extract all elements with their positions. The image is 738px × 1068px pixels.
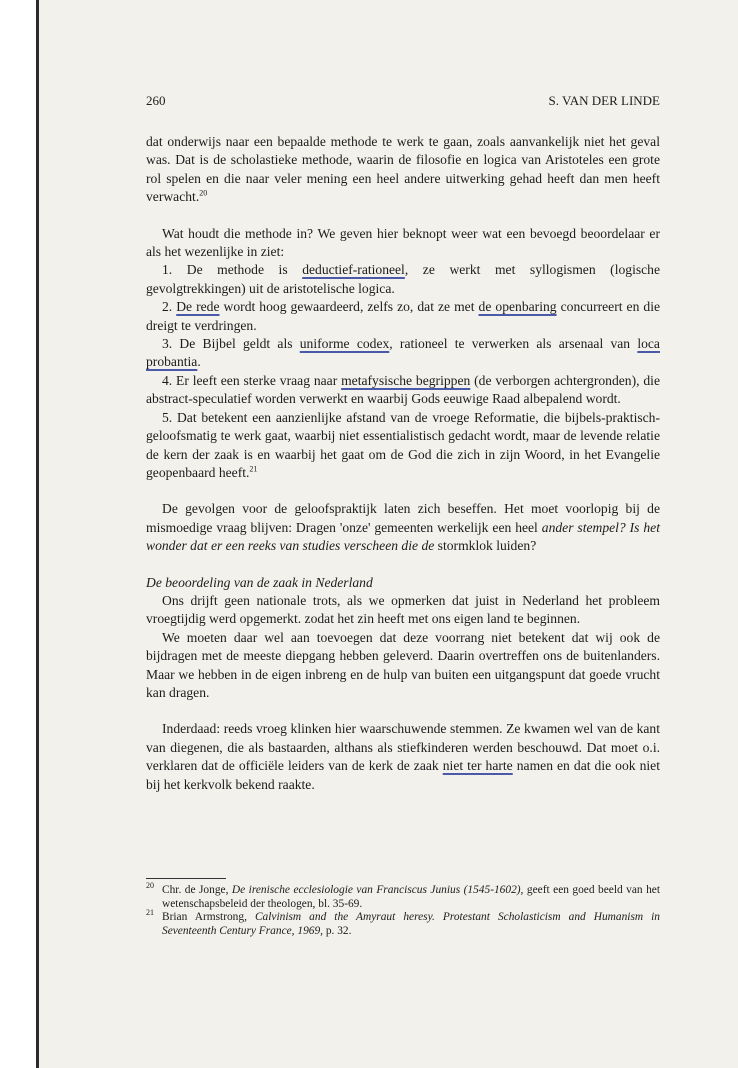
footnote-divider [146,878,226,879]
page-body [146,133,660,794]
paragraph: De gevolgen voor de geloofspraktijk laten zich beseffen. Het moet voorlopig bij de mismoedige vraag blijven: Dragen 'onze' gemeenten werkelijk een heel ander stempel? Is het wonder dat er een reeks van studies verscheen die de stormklok luiden? [146,501,660,554]
list-item: 1. De methode is deductief-rationeel, ze werkt met syllogismen (logische gevolgtrekkingen) uit de aristotelische logica. [146,262,661,296]
paragraph: Wat houdt die methode in? We geven hier beknopt weer wat een bevoegd beoordelaar er als het wezenlijke in ziet: [146,225,660,260]
page-number: 260 [146,93,166,108]
paragraph: dat onderwijs naar een bepaalde methode te werk te gaan, zoals aanvankelijk niet het geval was. Dat is de scholastieke methode, waarin de filosofie en logica van Aristoteles een grote rol spelen en die naar veler mening een heel andere uitwerking gehad heeft dan men heeft verwacht.$^{20}$ [146,134,660,205]
underlined-text: uniforme codex [299,336,390,352]
list-item: 3. De Bijbel geldt als uniforme codex, rationeel te verwerken als arsenaal van loca probantia. [146,336,660,370]
footnotes [146,881,661,938]
list-item: 5. Dat betekent een aanzienlijke afstand van de vroege Reformatie, die bijbels-praktisch-geloofsmatig te werk gaat, waarbij niet essentialistisch gedacht wordt, maar de levende relatie de kern der zaak is en waarbij het gaat om de God die zich in zijn Woord, in het Evangelie geopenbaard heeft.$^{21}$ [146,409,660,480]
footnote: 21 Brian Armstrong, Calvinism and the Amyraut heresy. Protestant Scholasticism and Humanism in Seventeenth Century France, 1969, p. 32. [146,908,660,937]
footnote-ref[interactable]: 21 [249,464,258,474]
paragraph: We moeten daar wel aan toevoegen dat deze voorrang niet betekent dat wij ook de bijdragen met de meeste diepgang hebben geleverd. Daarin overtreffen ons de buitenlanders. Maar we hebben in de eigen inbreng en de hulp van buiten een uitgangspunt dat goede vrucht kan dragen. [146,629,660,700]
underlined-text: loca probantia [146,336,660,370]
footnote-ref[interactable]: 20 [199,188,208,198]
underlined-text: De rede [176,299,220,315]
running-title: S. VAN DER LINDE [548,93,660,108]
list-item: 4. Er leeft een sterke vraag naar metafysische begrippen (de verborgen achtergronden), die abstract-speculatief worden verwerkt en waarbij Gods eeuwige Raad albepalend wordt. [146,372,660,407]
paragraph: Inderdaad: reeds vroeg klinken hier waarschuwende stemmen. Ze kwamen wel van de kant van diegenen, die als bastaarden, althans als stiefkinderen werden beschouwd. Dat moet o.i. verklaren dat de officiële leiders van de kerk de zaak niet ter harte namen en dat die ook niet bij het kerkvolk bekend raakte. [146,721,660,792]
list-item: 2. De rede wordt hoog gewaardeerd, zelfs zo, dat ze met de openbaring concurreert en die dreigt te verdringen. [146,299,661,333]
underlined-text: deductief-rationeel [302,262,405,278]
section-heading: De beoordeling van de zaak in Nederland [146,574,373,590]
underlined-text: niet ter harte [442,758,513,774]
page-header [146,93,660,109]
underlined-text: de openbaring [478,299,557,315]
footnote: 20 Chr. de Jonge, De irenische ecclesiologie van Franciscus Junius (1545-1602), geeft een goed beeld van het wetenschapsbeleid der theologen, bl. 35-69. [146,881,661,910]
underlined-text: metafysische begrippen [341,372,471,388]
paragraph: Ons drijft geen nationale trots, als we opmerken dat juist in Nederland het probleem vroegtijdig werd opgemerkt. zodat het zin heeft met ons eigen land te beginnen. [146,592,660,627]
